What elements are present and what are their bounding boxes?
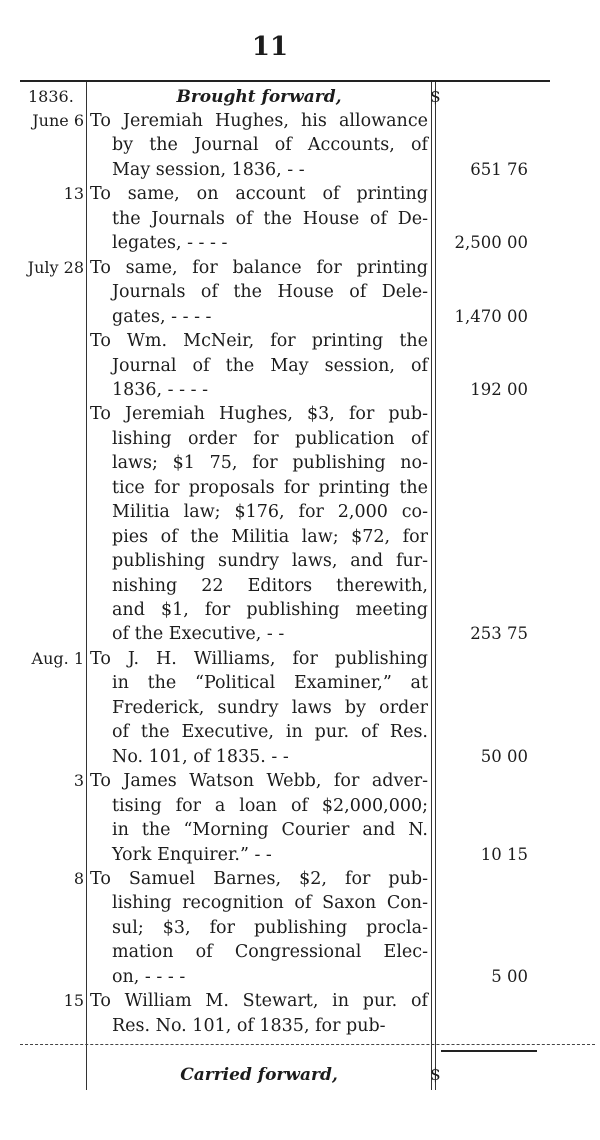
entry-text-line: publishing sundry laws, and fur- (112, 551, 428, 572)
date-column-rule (86, 82, 87, 1090)
entry-amount: 192 00 (470, 379, 528, 399)
entry-text-line: To same, on account of printing (90, 184, 428, 205)
entry-text-line: To William M. Stewart, in pur. of (90, 991, 428, 1012)
entry-date: Aug. 1 (31, 648, 84, 668)
bottom-rule (20, 1044, 595, 1045)
entry-text-line: in the “Morning Courier and N. (112, 820, 428, 841)
entry-text-line: laws; $1 75, for publishing no- (112, 453, 428, 474)
header-year: 1836. (28, 87, 74, 106)
entry-text-line: tising for a loan of $2,000,000; (112, 795, 428, 816)
top-rule (20, 80, 550, 82)
brought-forward-label: Brought forward, (176, 87, 342, 107)
entry-text-line: and $1, for publishing meeting (112, 600, 428, 620)
entry-amount: 651 76 (470, 159, 528, 179)
entry-text-line: Militia law; $176, for 2,000 co- (112, 502, 428, 523)
entry-text-line: To Samuel Barnes, $2, for pub- (90, 868, 428, 889)
entry-date: 13 (63, 184, 84, 204)
entry-text-line: To Jeremiah Hughes, his allowance (90, 111, 428, 131)
entry-text-line: To Jeremiah Hughes, $3, for pub- (90, 404, 428, 425)
entry-text-line: 1836, - - - - (112, 379, 209, 400)
entry-text-line: of the Executive, in pur. of Res. (112, 722, 428, 743)
entry-date: 8 (73, 868, 84, 888)
entry-text-line: nishing 22 Editors therewith, (112, 575, 428, 596)
entry-text-line: To James Watson Webb, for adver- (90, 771, 428, 792)
entry-text-line: the Journals of the House of De- (112, 208, 428, 229)
entry-text-line: Journal of the May session, of (112, 355, 428, 376)
entry-text-line: of the Executive, - - (112, 624, 285, 645)
entry-text-line: lishing recognition of Saxon Con- (112, 893, 428, 914)
entry-amount: 10 15 (480, 844, 528, 864)
entry-text-line: in the “Political Examiner,” at (112, 673, 428, 694)
carried-forward-rule (441, 1050, 537, 1052)
entry-text-line: To J. H. Williams, for publishing (90, 648, 428, 669)
entry-text-line: by the Journal of Accounts, of (112, 135, 428, 156)
entry-amount: 1,470 00 (454, 306, 528, 326)
entry-text-line: York Enquirer.” - - (112, 844, 272, 865)
entry-text-line: tice for proposals for printing the (112, 477, 428, 498)
entry-text-line: No. 101, of 1835. - - (112, 746, 289, 767)
entry-text-line: legates, - - - - (112, 233, 228, 254)
entry-text-line: May session, 1836, - - (112, 159, 305, 180)
entry-text-line: Journals of the House of Dele- (112, 282, 428, 303)
entry-text-line: gates, - - - - (112, 306, 212, 327)
entry-date: July 28 (27, 257, 84, 277)
entry-text-line: Frederick, sundry laws by order (112, 697, 428, 718)
entry-date: 15 (63, 991, 84, 1011)
entry-text-line: To Wm. McNeir, for printing the (90, 331, 428, 352)
entry-text-line: mation of Congressional Elec- (112, 942, 428, 963)
entry-amount: 50 00 (480, 746, 528, 766)
entry-amount: 5 00 (491, 966, 528, 986)
entry-text-line: on, - - - - (112, 966, 186, 987)
entry-text-line: To same, for balance for printing (90, 257, 428, 278)
entry-amount: 253 75 (470, 624, 528, 644)
entry-text-line: Res. No. 101, of 1835, for pub- (112, 1015, 386, 1036)
entry-text-line: pies of the Militia law; $72, for (112, 526, 428, 547)
entry-text-line: sul; $3, for publishing procla- (112, 917, 428, 938)
entry-date: June 6 (32, 111, 84, 130)
header-currency: $ (430, 87, 441, 107)
page-number: 11 (251, 32, 289, 62)
entry-text-line: lishing order for publication of (112, 428, 428, 449)
carried-forward-label: Carried forward, (180, 1065, 338, 1085)
footer-currency: $ (430, 1065, 441, 1085)
entry-date: 3 (73, 771, 84, 791)
entry-amount: 2,500 00 (454, 233, 528, 253)
amount-column-rule (431, 82, 432, 1090)
